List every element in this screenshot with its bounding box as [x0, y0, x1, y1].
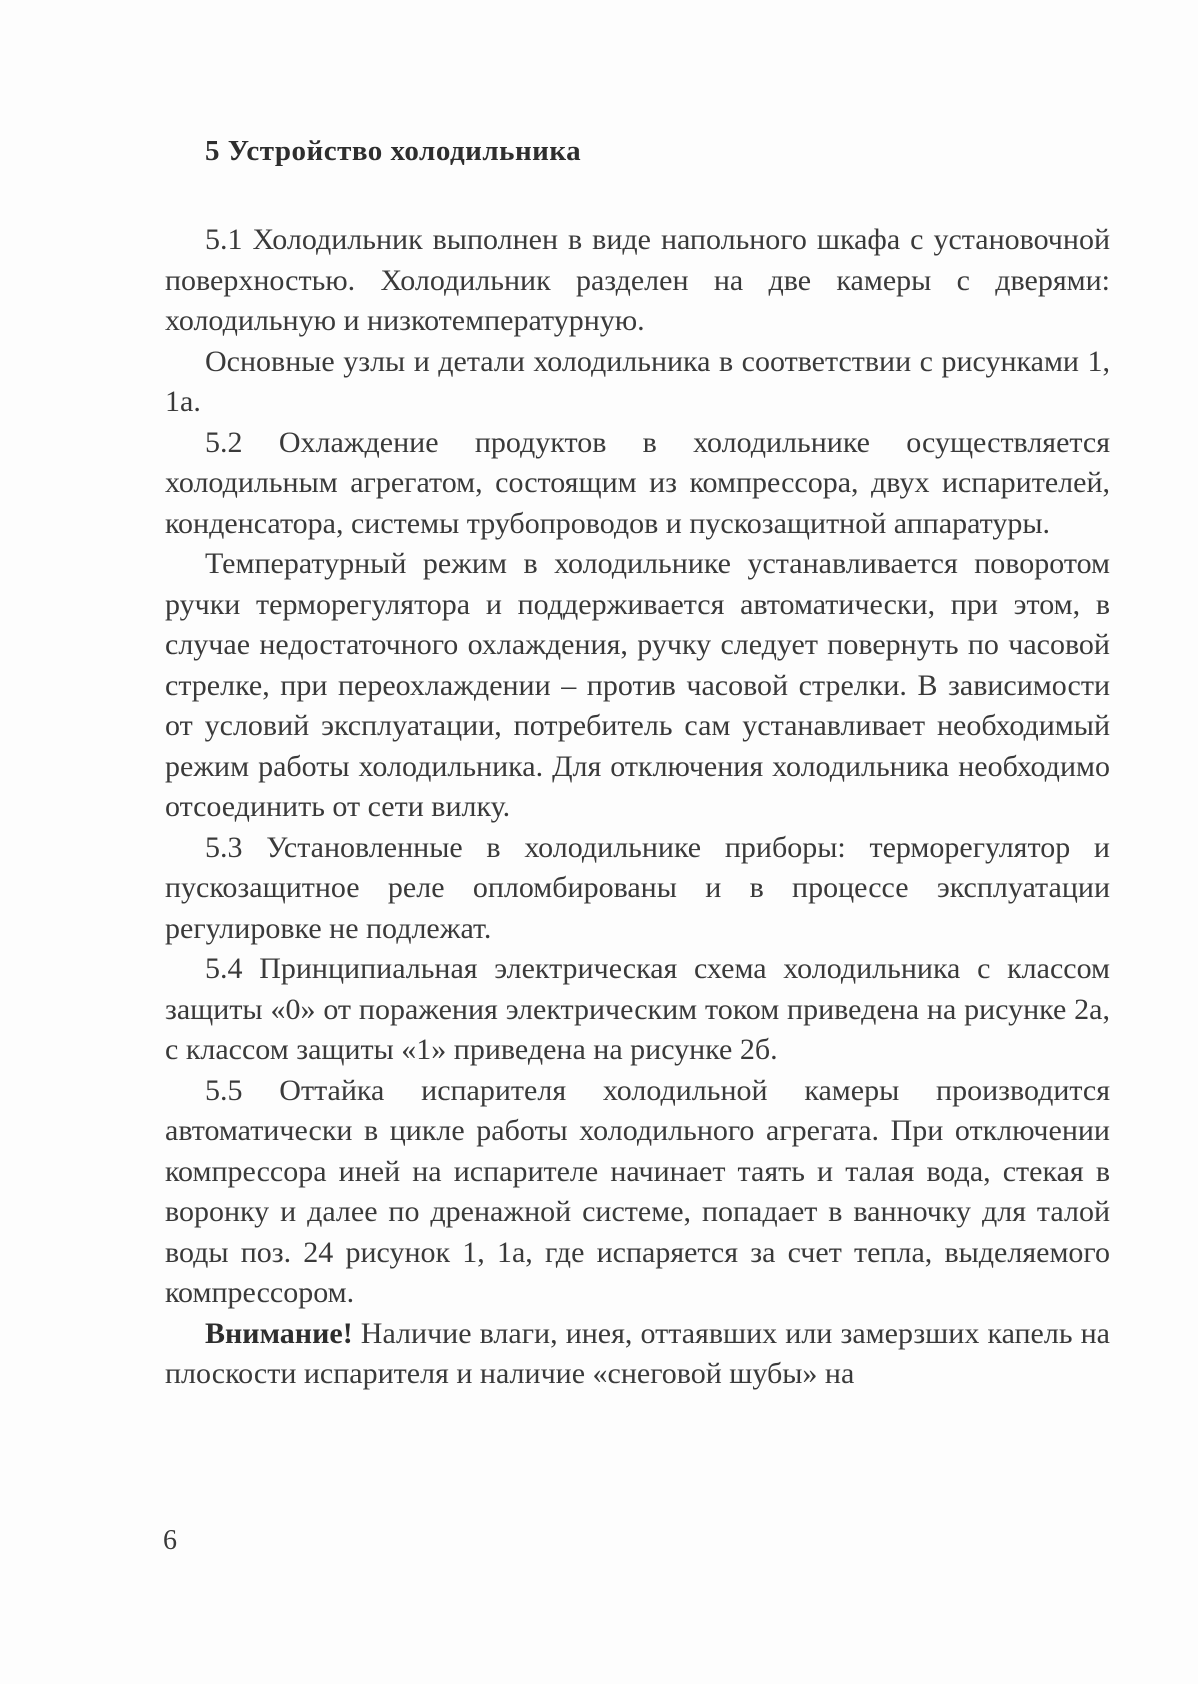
paragraph-attention	[165, 1314, 1110, 1395]
paragraph-temperature-mode: Температурный режим в холодильнике устанавливается поворотом ручки терморегулятора и поддерживается автоматически, при этом, в случае недостаточного охлаждения, ручку следует повернуть по часовой стрелке, при переохлаждении – против часовой стрелки. В зависимости от условий эксплуатации, потребитель сам устанавливает необходимый режим работы холодильника. Для отключения холодильника необходимо отсоединить от сети вилку.	[165, 547, 1110, 823]
paragraph-5-4: 5.4 Принципиальная электрическая схема холодильника с классом защиты «0» от поражения электрическим током приведена на рисунке 2а, с классом защиты «1» приведена на рисунке 2б.	[165, 952, 1110, 1066]
paragraph-main-parts: Основные узлы и детали холодильника в соответствии с рисунками 1, 1а.	[165, 344, 1110, 418]
paragraph-5-1: 5.1 Холодильник выполнен в виде напольного шкафа с установочной поверхностью. Холодильник разделен на две камеры с дверями: холодильную и низкотемпературную.	[165, 223, 1110, 337]
attention-label: Внимание!	[205, 1316, 353, 1350]
attention-text: Наличие влаги, инея, оттаявших или замерзших капель на плоскости испарителя и наличие «снеговой шубы» на	[165, 1316, 1110, 1390]
paragraph-5-2: 5.2 Охлаждение продуктов в холодильнике осуществляется холодильным агрегатом, состоящим из компрессора, двух испарителей, конденсатора, системы трубопроводов и пускозащитной аппаратуры.	[165, 425, 1110, 540]
section-heading: 5 Устройство холодильника	[205, 135, 582, 167]
paragraph-5-3: 5.3 Установленные в холодильнике приборы: терморегулятор и пускозащитное реле опломбированы и в процессе эксплуатации регулировке не подлежат.	[165, 830, 1110, 945]
body-text	[165, 220, 1110, 1395]
paragraph-5-5: 5.5 Оттайка испарителя холодильной камеры производится автоматически в цикле работы холодильного агрегата. При отключении компрессора иней на испарителе начинает таять и талая вода, стекая в воронку и далее по дренажной системе, попадает в ванночку для талой воды поз. 24 рисунок 1, 1а, где испаряется за счет тепла, выделяемого компрессором.	[165, 1073, 1110, 1309]
page-number: 6	[163, 1525, 177, 1556]
